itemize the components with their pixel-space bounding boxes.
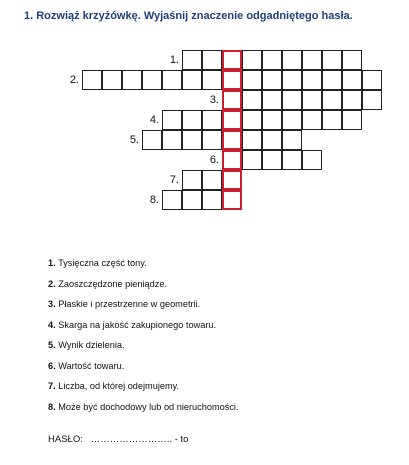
crossword-cell[interactable] [342, 50, 362, 70]
row-number-4: 4. [149, 114, 159, 126]
row-number-3: 3. [209, 94, 219, 106]
crossword-cell[interactable] [142, 130, 162, 150]
clue-item: 1. Tysięczna część tony. [48, 258, 147, 268]
key-column-cell[interactable] [222, 110, 242, 130]
crossword-cell[interactable] [162, 70, 182, 90]
crossword-cell[interactable] [122, 70, 142, 90]
clue-item: 6. Wartość towaru. [48, 360, 125, 371]
key-column-cell[interactable] [222, 150, 242, 170]
crossword-cell[interactable] [182, 130, 202, 150]
crossword-cell[interactable] [322, 110, 342, 130]
crossword-cell[interactable] [282, 90, 302, 110]
clue-item: 2. Zaoszczędzone pieniądze. [48, 278, 168, 289]
crossword-cell[interactable] [262, 130, 282, 150]
crossword-cell[interactable] [242, 130, 262, 150]
key-column-cell[interactable] [222, 90, 242, 110]
crossword-cell[interactable] [342, 110, 362, 130]
row-number-7: 7. [169, 174, 179, 186]
crossword-cell[interactable] [262, 70, 282, 90]
crossword-cell[interactable] [342, 70, 362, 90]
crossword-cell[interactable] [322, 90, 342, 110]
crossword-cell[interactable] [202, 170, 222, 190]
crossword-cell[interactable] [202, 50, 222, 70]
key-column-cell[interactable] [222, 130, 242, 150]
crossword-cell[interactable] [162, 110, 182, 130]
clue-list [48, 256, 239, 420]
crossword-cell[interactable] [262, 90, 282, 110]
crossword-cell[interactable] [362, 90, 382, 110]
crossword-cell[interactable] [322, 50, 342, 70]
crossword-cell[interactable] [302, 150, 322, 170]
crossword-cell[interactable] [102, 70, 122, 90]
row-number-2: 2. [69, 74, 79, 86]
crossword-cell[interactable] [302, 110, 322, 130]
crossword-cell[interactable] [182, 170, 202, 190]
crossword-cell[interactable] [302, 50, 322, 70]
clue-item: 4. Skarga na jakość zakupionego towaru. [48, 319, 217, 330]
crossword-cell[interactable] [282, 70, 302, 90]
crossword-cell[interactable] [282, 150, 302, 170]
crossword-cell[interactable] [142, 70, 162, 90]
crossword-cell[interactable] [362, 70, 382, 90]
crossword-cell[interactable] [242, 90, 262, 110]
key-column-cell[interactable] [222, 170, 242, 190]
crossword-cell[interactable] [182, 190, 202, 210]
crossword-cell[interactable] [262, 150, 282, 170]
answer-label: HASŁO: [48, 434, 83, 445]
clue-item: 8. Może być dochodowy lub od nieruchomości. [48, 401, 239, 412]
crossword-cell[interactable] [302, 70, 322, 90]
key-column-cell[interactable] [222, 50, 242, 70]
crossword-cell[interactable] [262, 50, 282, 70]
clue-item: 7. Liczba, od której odejmujemy. [48, 381, 180, 391]
row-number-6: 6. [209, 154, 219, 166]
row-number-1: 1. [169, 54, 179, 66]
crossword-cell[interactable] [82, 70, 102, 90]
clue-item: 5. Wynik dzielenia. [48, 340, 125, 350]
crossword-cell[interactable] [202, 110, 222, 130]
crossword-cell[interactable] [242, 150, 262, 170]
key-column-cell[interactable] [222, 70, 242, 90]
crossword-cell[interactable] [202, 130, 222, 150]
row-number-8: 8. [149, 194, 159, 206]
key-column-cell[interactable] [222, 190, 242, 210]
row-number-5: 5. [129, 134, 139, 146]
exercise-title: 1. Rozwiąż krzyżówkę. Wyjaśnij znaczenie odgadniętego hasła. [24, 10, 353, 22]
crossword-cell[interactable] [182, 110, 202, 130]
crossword-cell[interactable] [202, 190, 222, 210]
answer-suffix: - to [174, 434, 189, 445]
clue-item: 3. Płaskie i przestrzenne w geometrii. [48, 299, 201, 309]
answer-blank[interactable]: …………………….. [90, 434, 173, 445]
answer-line [48, 434, 188, 445]
crossword-cell[interactable] [302, 90, 322, 110]
crossword-cell[interactable] [322, 70, 342, 90]
crossword-cell[interactable] [242, 110, 262, 130]
crossword-cell[interactable] [182, 70, 202, 90]
crossword-cell[interactable] [282, 130, 302, 150]
crossword-cell[interactable] [282, 50, 302, 70]
crossword-cell[interactable] [162, 190, 182, 210]
crossword-cell[interactable] [262, 110, 282, 130]
crossword-cell[interactable] [242, 70, 262, 90]
crossword-cell[interactable] [282, 110, 302, 130]
crossword-cell[interactable] [242, 50, 262, 70]
crossword-cell[interactable] [162, 130, 182, 150]
crossword-cell[interactable] [182, 50, 202, 70]
crossword-cell[interactable] [202, 70, 222, 90]
crossword-cell[interactable] [342, 90, 362, 110]
